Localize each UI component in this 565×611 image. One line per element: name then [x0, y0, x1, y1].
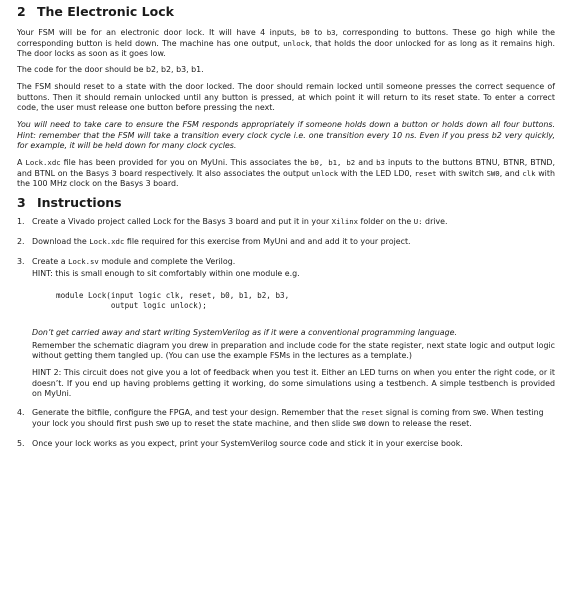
- caution-text: Don’t get carried away and start writing SystemVerilog as if it were a conventional programming language.: [32, 327, 457, 337]
- text: . When testing your lock you should first push: [32, 408, 544, 428]
- text: Generate the bitfile, configure the FPGA, and test your design. Remember that the: [32, 408, 362, 418]
- list-item: [17, 408, 555, 429]
- text: A: [17, 158, 26, 168]
- text: to: [309, 28, 327, 37]
- code-lock-sv: Lock.sv: [68, 256, 99, 266]
- code-drive: U:: [413, 217, 423, 227]
- code-xilinx: Xilinx: [331, 217, 359, 227]
- schematic-reminder: Remember the schematic diagram you drew in preparation and include code for the state register, next state logic and output logic without getting them tangled up. (You can use the example FSMs in the lectures as a template.): [32, 340, 555, 361]
- code-sw0: SW0: [486, 168, 500, 178]
- text: Once your lock works as you expect, print your SystemVerilog source code and stick it in your exercise book.: [32, 438, 463, 448]
- code-sw0: SW0: [352, 418, 366, 428]
- code-b3: b3: [326, 28, 336, 37]
- section-heading-electronic-lock: [17, 4, 555, 20]
- list-item: [17, 439, 555, 450]
- code-clk: clk: [522, 168, 536, 178]
- text: Your FSM will be for an electronic door lock. It will have 4 inputs,: [17, 28, 302, 37]
- text: Download the: [32, 236, 90, 246]
- code-reset: reset: [361, 408, 384, 418]
- code-block-module: module Lock(input logic clk, reset, b0, b1, b2, b3, output logic unlock);: [56, 290, 290, 311]
- text: with the 100 MHz clock on the Basys 3 board.: [17, 168, 555, 189]
- code-inputs: b0, b1, b2: [310, 158, 356, 168]
- paragraph-fsm-description: [17, 28, 555, 60]
- item-number: 2.: [17, 236, 25, 246]
- paragraph-door-code: The code for the door should be b2, b2, b3, b1.: [17, 65, 204, 75]
- text: folder on the: [358, 217, 414, 227]
- text: , and: [499, 168, 523, 178]
- list-item: [17, 217, 555, 228]
- code-unlock: unlock: [283, 38, 310, 48]
- text: file has been provided for you on MyUni. This associates the: [60, 158, 311, 168]
- item-number: 3.: [17, 256, 25, 266]
- hint-two-testbench: HINT 2: This circuit does not give you a lot of feedback when you test it. Either an LED turns on when you enter the right code, or it doesn’t. If you end up having problems getting it working, do some simulations using a testbench. A simple testbench is provided on MyUni.: [32, 368, 555, 399]
- text: drive.: [422, 217, 448, 227]
- text: , that holds the door unlocked for as long as it remains high. The door locks as soon as it goes low.: [17, 38, 555, 59]
- paragraph-hold-warning: You will need to take care to ensure the FSM responds appropriately if someone holds down a button or holds down all four buttons. Hint: remember that the FSM will take a transition every clock cycle i.e. one transition every 10 ns. Even if you press b2 very quickly, for example, it will be held down for many clock cycles.: [17, 119, 555, 151]
- item-number: 1.: [17, 217, 25, 227]
- code-b0: b0: [301, 28, 310, 37]
- code-sw0: SW0: [472, 408, 487, 418]
- text: with the LED LD0,: [338, 168, 415, 178]
- text: Create a Vivado project called Lock for the Basys 3 board and put it in your: [32, 217, 332, 227]
- list-item: [17, 237, 555, 248]
- text: down to release the reset.: [365, 418, 472, 428]
- code-b3: b3: [376, 158, 385, 168]
- code-unlock: unlock: [311, 168, 339, 178]
- paragraph-xdc-file: [17, 158, 555, 190]
- section-heading-instructions: [17, 195, 555, 211]
- text: , corresponding to buttons. These go high while the corresponding button is held down. The machine has one output,: [17, 28, 555, 48]
- text: up to reset the state machine, and then slide: [169, 418, 353, 428]
- text: with switch: [436, 168, 487, 178]
- text: and: [355, 158, 377, 168]
- paragraph-reset-behavior: The FSM should reset to a state with the door locked. The door should remain locked until someone presses the correct sequence of buttons. Then it should remain unlocked until any button is pressed, at which point it will return to its reset state. To enter a correct code, the user must release one button before pressing the next.: [17, 81, 555, 113]
- code-lock-xdc: Lock.xdc: [25, 158, 61, 168]
- text: file required for this exercise from MyUni and and add it to your project.: [124, 236, 411, 246]
- text: module and complete the Verilog.: [98, 256, 236, 266]
- code-sw0: SW0: [155, 418, 170, 428]
- section-title: The Electronic Lock: [37, 4, 174, 19]
- item-number: 4.: [17, 408, 25, 418]
- item-number: 5.: [17, 438, 25, 448]
- section-number: 3: [17, 195, 26, 211]
- list-item: [17, 257, 555, 401]
- instructions-list: [17, 217, 555, 449]
- text: signal is coming from: [383, 408, 473, 418]
- hint-one-module: HINT: this is small enough to sit comfortably within one module e.g.: [32, 269, 300, 279]
- text: inputs to the buttons BTNU, BTNR, BTND, and BTNL on the Basys 3 board respectively. It also associates the output: [17, 158, 556, 178]
- code-lock-xdc: Lock.xdc: [89, 236, 125, 246]
- code-reset: reset: [414, 168, 437, 178]
- section-title: Instructions: [37, 195, 122, 211]
- text: Create a: [32, 256, 69, 266]
- section-number: 2: [17, 4, 26, 19]
